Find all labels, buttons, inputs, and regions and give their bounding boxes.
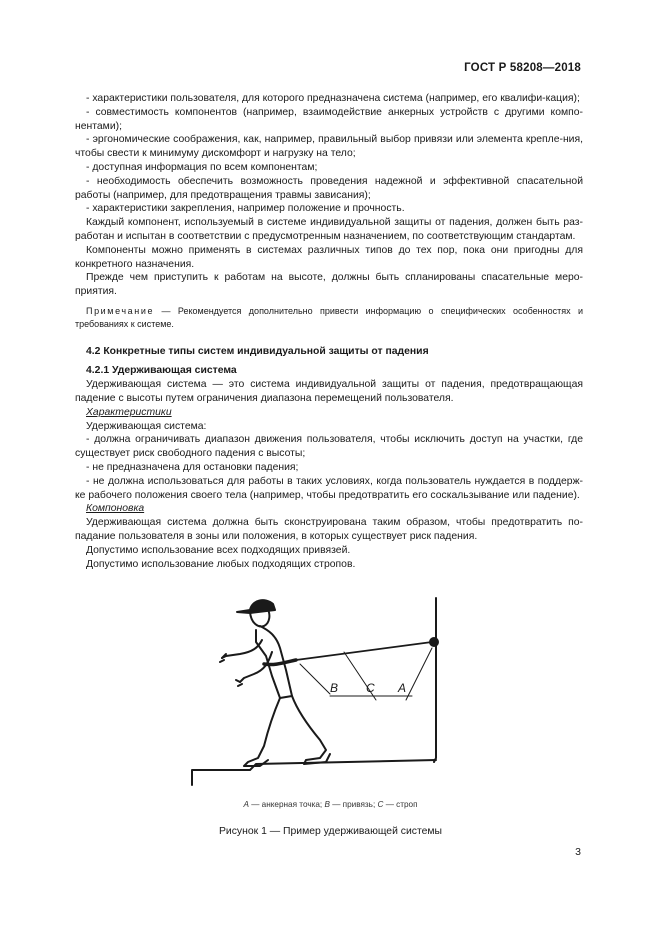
layout-heading: Компоновка	[86, 503, 145, 515]
paragraph: Прежде чем приступить к работам на высоте, должны быть спланированы спасательные меро-приятия.	[75, 272, 583, 298]
list-item: - необходимость обеспечить возможность проведения надежной и эффективной спасательной работы (например, для предотвращения травмы зависания);	[75, 175, 583, 201]
paragraph: Допустимо использование всех подходящих привязей.	[86, 544, 351, 556]
restraint-system-illustration	[180, 590, 460, 790]
legend-b: B	[324, 800, 330, 809]
wall	[434, 598, 436, 762]
label-a: A	[398, 681, 407, 695]
paragraph: Удерживающая система должна быть сконструирована таким образом, чтобы предотвратить по-падание пользователя в зоны или положения, в которых существует риск падения.	[75, 517, 583, 542]
lanyard	[296, 642, 432, 660]
subsection-title: 4.2.1 Удерживающая система	[86, 365, 237, 377]
figure-legend	[0, 800, 661, 809]
note-text: — Рекомендуется дополнительно привести информацию о специфических особенностях и требованиях к системе.	[75, 305, 583, 329]
worker-leg-front	[292, 696, 330, 764]
section-title: 4.2 Конкретные типы систем индивидуальной защиты от падения	[86, 345, 429, 357]
label-c: C	[366, 681, 375, 695]
page-header-standard: ГОСТ Р 58208—2018	[464, 62, 581, 74]
characteristics-heading: Характеристики	[86, 406, 172, 418]
worker-helmet	[237, 600, 275, 613]
list-item: - эргономические соображения, как, например, правильный выбор привязи или элемента крепле-ния, чтобы свести к минимуму дискомфорт и нагрузку на тело;	[75, 134, 583, 160]
leader-line-a	[406, 648, 432, 700]
figure-caption: Рисунок 1 — Пример удерживающей системы	[219, 826, 442, 837]
list-item: - не предназначена для остановки падения;	[86, 461, 299, 473]
list-item: - не должна использоваться для работы в таких условиях, когда пользователь нуждается в поддерж-ке рабочего положения своего тела (например, чтобы предотвратить его соскальзывание или падение).	[75, 475, 583, 501]
page-number: 3	[575, 846, 581, 858]
list-item: - должна ограничивать диапазон движения пользователя, чтобы исключить доступ на участки, где существует риск свободного падения с высоты;	[75, 434, 583, 460]
worker-hand-back	[220, 654, 226, 662]
paragraph: Компоненты можно применять в системах различных типов до тех пор, пока они пригодны для конкретного назначения.	[75, 244, 583, 270]
legend-a: A	[243, 800, 249, 809]
list-item: - характеристики пользователя, для которого предназначена система (например, его квалифи-кация);	[86, 93, 580, 104]
leader-line-b	[300, 664, 330, 694]
legend-c-text: — строп	[383, 800, 418, 809]
label-b: B	[330, 681, 339, 695]
paragraph: Допустимо использование любых подходящих стропов.	[86, 558, 356, 570]
note-label: Примечание	[86, 305, 155, 316]
legend-a-text: — анкерная точка;	[248, 800, 325, 809]
paragraph: Каждый компонент, используемый в системе индивидуальной защиты от падения, должен быть раз-работан и испытан в соответствии с предусмотренным назначением, по соответствующим стандартам.	[75, 217, 583, 242]
worker-leg-back	[244, 698, 280, 766]
list-item: - доступная информация по всем компонентам;	[86, 161, 318, 173]
paragraph: Удерживающая система — это система индивидуальной защиты от падения, предотвращающая падение с высоты путем ограничения диапазона перемещений пользователя.	[75, 379, 583, 404]
worker-arm-front	[240, 652, 272, 682]
legend-c: C	[377, 800, 384, 809]
restraint-system-figure	[180, 590, 460, 790]
paragraph: Удерживающая система:	[86, 420, 207, 432]
legend-b-text: — привязь;	[329, 800, 378, 809]
note	[75, 305, 583, 331]
list-item: - совместимость компонентов (например, взаимодействие анкерных устройств с другими компо-нентами);	[75, 106, 583, 132]
anchor-point	[430, 638, 438, 646]
list-item: - характеристики закрепления, например положение и прочность.	[86, 203, 405, 215]
main-text	[75, 92, 583, 571]
